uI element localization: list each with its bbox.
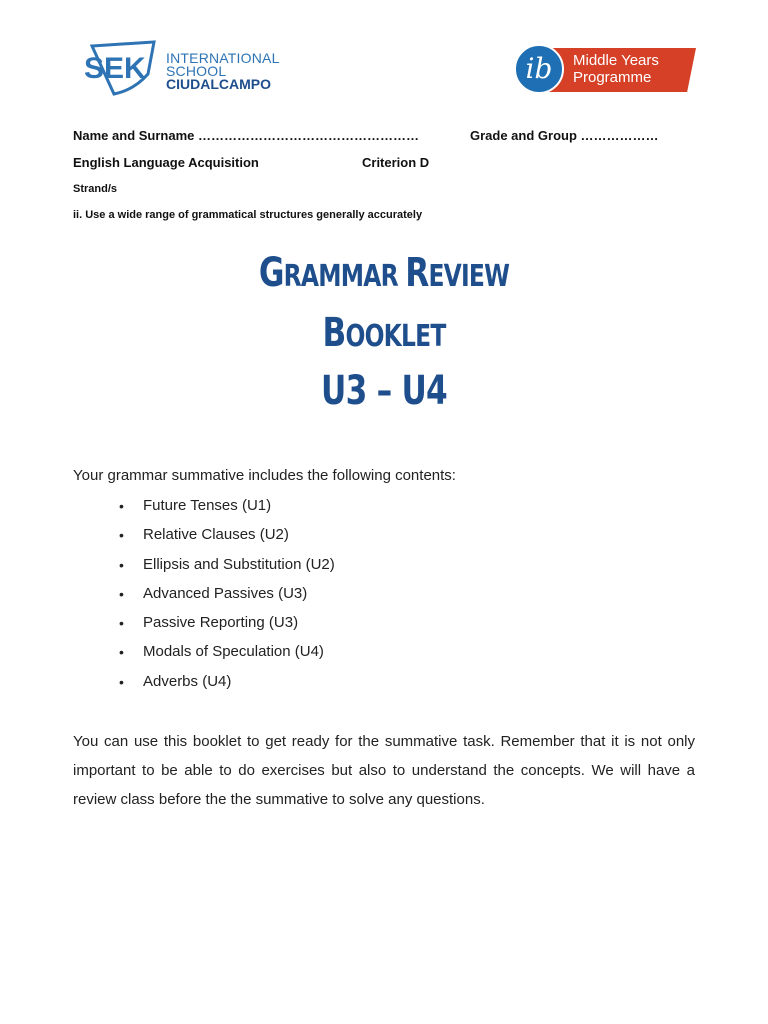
grade-group-field: Grade and Group ……………… — [470, 128, 659, 143]
list-item: • Relative Clauses (U2) — [143, 523, 335, 552]
sek-line-1: INTERNATIONAL — [166, 50, 280, 66]
list-item: • Advanced Passives (U3) — [143, 582, 335, 611]
bullet-icon: • — [119, 644, 124, 661]
ib-wordmark — [573, 52, 659, 86]
title-line-1: GRAMMAR REVIEW — [258, 250, 510, 296]
bullet-icon: • — [119, 527, 124, 544]
sek-line-3: CIUDALCAMPO — [166, 76, 271, 92]
ib-circle-icon: ib — [514, 44, 564, 94]
list-item: • Future Tenses (U1) — [143, 494, 335, 523]
intro-text: Your grammar summative includes the following contents: — [73, 467, 456, 484]
title-line-3: U3 – U4 — [321, 368, 447, 414]
bullet-icon: • — [119, 585, 124, 602]
sek-line-2: SCHOOL — [166, 63, 227, 79]
list-item: • Passive Reporting (U3) — [143, 611, 335, 640]
closing-paragraph: You can use this booklet to get ready for the summative task. Remember that it is not only important to be able to do exercises but also to understand the concepts. We will have a review class before the the summative to solve any questions. — [73, 733, 695, 808]
name-surname-field: Name and Surname …………………………………………… — [73, 128, 419, 143]
ib-line-1: Middle Years — [573, 52, 659, 69]
strand-text: ii. Use a wide range of grammatical structures generally accurately — [73, 209, 423, 221]
sek-wordmark — [166, 52, 280, 91]
bullet-icon: • — [119, 498, 124, 514]
list-item: • Modals of Speculation (U4) — [143, 640, 335, 669]
ib-myp-logo — [514, 44, 698, 96]
title-line-2: BOOKLET — [322, 310, 446, 356]
sek-school-logo — [84, 40, 284, 100]
bullet-icon: • — [119, 556, 124, 573]
list-item: • Ellipsis and Substitution (U2) — [143, 553, 335, 582]
sek-shield-icon — [84, 40, 160, 96]
bullet-icon: • — [119, 615, 124, 632]
topics-list — [73, 494, 335, 699]
strand-label: Strand/s — [73, 183, 118, 195]
criterion-label: Criterion D — [362, 155, 430, 170]
bullet-icon: • — [119, 673, 124, 690]
sek-mark: SEK — [84, 52, 146, 85]
subject-label: English Language Acquisition — [73, 155, 259, 170]
list-item: • Adverbs (U4) — [143, 670, 335, 699]
ib-line-2: Programme — [573, 69, 652, 86]
